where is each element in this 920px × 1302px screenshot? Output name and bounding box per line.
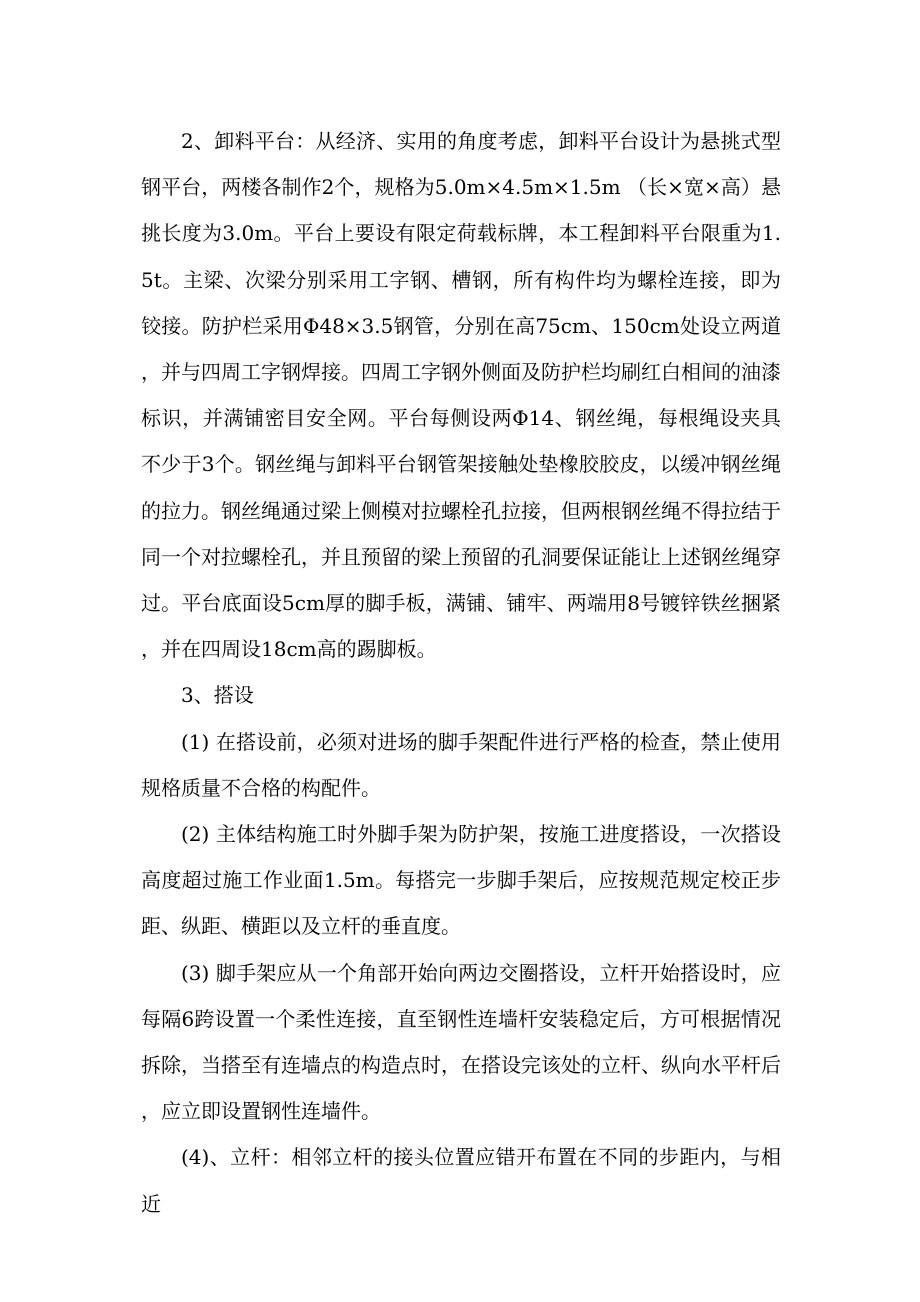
paragraph-erection-1: (1) 在搭设前，必须对进场的脚手架配件进行严格的检查，禁止使用规格质量不合格的构配件。: [141, 729, 781, 800]
section-heading-erection: 3、搭设: [181, 683, 254, 708]
document-body: [141, 118, 781, 1227]
paragraph-erection-4: (4)、立杆：相邻立杆的接头位置应错开布置在不同的步距内，与相近: [141, 1145, 781, 1216]
paragraph-unloading-platform: 2、卸料平台：从经济、实用的角度考虑，卸料平台设计为悬挑式型钢平台，两楼各制作2个，规格为5.0m×4.5m×1.5m （长×宽×高）悬挑长度为3.0m。平台上要设有限定荷载标牌，本工程卸料平台限重为1.5t。主梁、次梁分别采用工字钢、槽钢，所有构件均为螺栓连接，即为铰接。防护栏采用Φ48×3.5钢管，分别在高75cm、150cm处设立两道，并与四周工字钢焊接。四周工字钢外侧面及防护栏均刷红白相间的油漆标识，并满铺密目安全网。平台每侧设两Φ14、钢丝绳，每根绳设夹具不少于3个。钢丝绳与卸料平台钢管架接触处垫橡胶胶皮，以缓冲钢丝绳的拉力。钢丝绳通过梁上侧模对拉螺栓孔拉接，但两根钢丝绳不得拉结于同一个对拉螺栓孔，并且预留的梁上预留的孔洞要保证能让上述钢丝绳穿过。平台底面设5cm厚的脚手板，满铺、铺牢、两端用8号镀锌铁丝捆紧，并在四周设18cm高的踢脚板。: [141, 129, 781, 662]
paragraph-erection-2: (2) 主体结构施工时外脚手架为防护架，按施工进度搭设，一次搭设高度超过施工作业面1.5m。每搭完一步脚手架后，应按规范规定校正步距、纵距、横距以及立杆的垂直度。: [141, 822, 781, 939]
paragraph-erection-3: (3) 脚手架应从一个角部开始向两边交圈搭设，立杆开始搭设时，应每隔6跨设置一个柔性连接，直至钢性连墙杆安装稳定后，方可根据情况拆除，当搭至有连墙点的构造点时，在搭设完该处的立杆、纵向水平杆后，应立即设置钢性连墙件。: [141, 960, 781, 1124]
